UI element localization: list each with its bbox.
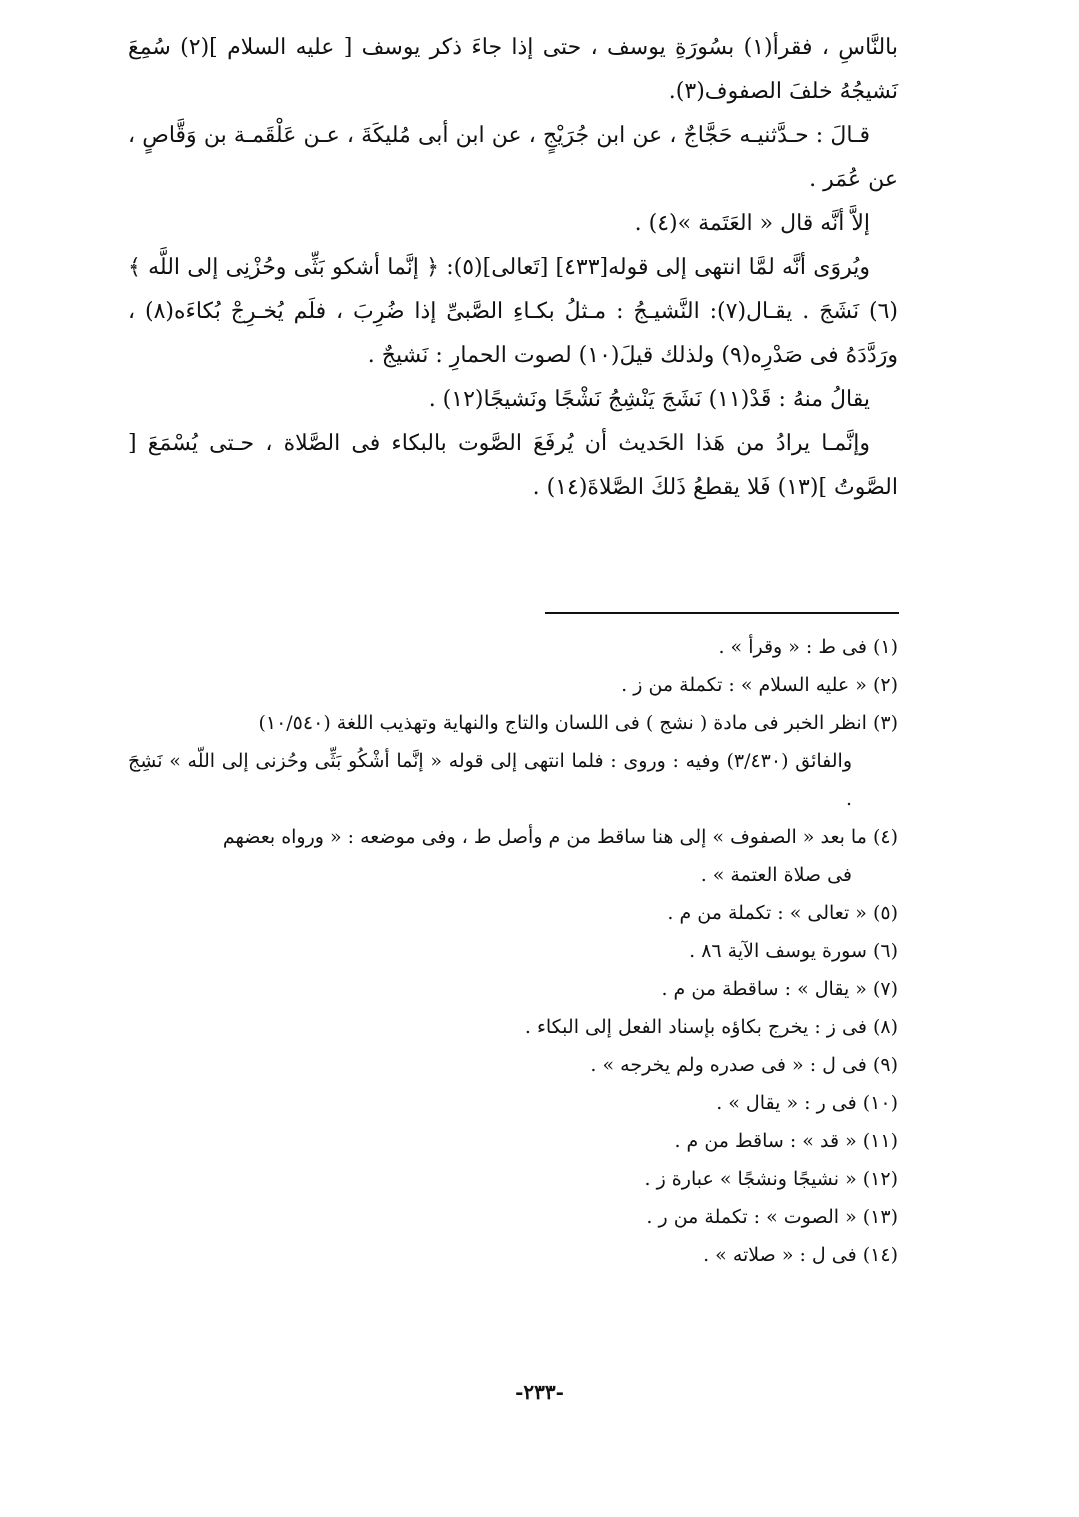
footnote-text: (١٣) « الصوت » : تكملة من ر . (646, 1206, 898, 1228)
footnote-item (128, 1122, 898, 1160)
footnote-item (128, 1084, 898, 1122)
footnote-item (128, 628, 898, 666)
paragraph-3: إلاَّ أنَّه قال « العَتَمة »(٤) . (634, 211, 870, 236)
footnote-text: (٣) انظر الخبر فى مادة ( نشج ) فى اللسان والتاج والنهاية وتهذيب اللغة (١٠/٥٤٠) (258, 712, 898, 734)
footnote-item (128, 818, 898, 894)
footnote-item (128, 970, 898, 1008)
page-number: -٢٣٣- (515, 1380, 564, 1404)
paragraph-4: ويُروَى أنَّه لمَّا انتهى إلى قوله[٤٣٣] [تَعالى](٥): ﴿ إنَّما أشكو بَثِّى وحُزْنِى إلى اللَّه ﴾(٦) نَشَجَ . يقـال(٧): النَّشيـجُ : مـثلُ بكـاءِ الصَّبىِّ إذا ضُرِبَ ، فلَم يُخـرِجْ بُكاءَه(٨) ، ورَدَّدَهُ فى صَدْرِه(٩) ولذلك قيلَ(١٠) لصوت الحمارِ : نَشيجٌ . (128, 255, 898, 368)
paragraph-2: قـالَ : حـدَّثنيـه حَجَّاجٌ ، عن ابن جُرَيْجٍ ، عن ابن أبى مُليكَةَ ، عـن عَلْقَمـة بن وَقَّاصٍ ، عن عُمَر . (128, 123, 898, 192)
footnote-item (128, 894, 898, 932)
footnote-separator (545, 612, 899, 614)
footnote-text: (٧) « يقال » : ساقطة من م . (661, 978, 898, 1000)
paragraph-1: بالنَّاسِ ، فقرأ(١) بسُورَةِ يوسف ، حتى إذا جاءَ ذكر يوسف [ عليه السلام ](٢) سُمِعَ نَشيجُهُ خلفَ الصفوف(٣). (128, 35, 898, 104)
footnote-text: (١) فى ط : « وقرأ » . (718, 636, 898, 658)
footnote-item (128, 666, 898, 704)
footnote-text: (٨) فى ز : يخرج بكاؤه بإسناد الفعل إلى البكاء . (524, 1016, 898, 1038)
footnote-text: (٢) « عليه السلام » : تكملة من ز . (621, 674, 898, 696)
footnote-text: (٤) ما بعد « الصفوف » إلى هنا ساقط من م وأصل ط ، وفى موضعه : « ورواه بعضهم (222, 826, 898, 848)
paragraph-5: يقالُ منهُ : قَدْ(١١) نَشَجَ يَنْشِجُ نَشْجًا ونَشيجًا(١٢) . (428, 387, 870, 412)
footnote-item (128, 1198, 898, 1236)
footnote-item (128, 1236, 898, 1274)
footnote-text: (٩) فى ل : « فى صدره ولم يخرجه » . (590, 1054, 898, 1076)
footnote-item (128, 932, 898, 970)
footnote-text: (١٢) « نشيجًا ونشجًا » عبارة ز . (644, 1168, 898, 1190)
footnote-item (128, 1008, 898, 1046)
footnote-text: (١٠) فى ر : « يقال » . (716, 1092, 898, 1114)
footnote-text: (٥) « تعالى » : تكملة من م . (667, 902, 898, 924)
footnote-continuation: فى صلاة العتمة » . (700, 864, 852, 886)
footnote-item (128, 1046, 898, 1084)
footnote-item (128, 704, 898, 818)
footnote-text: (١١) « قد » : ساقط من م . (674, 1130, 898, 1152)
footnote-text: (٦) سورة يوسف الآية ٨٦ . (689, 940, 898, 962)
footnote-item (128, 1160, 898, 1198)
main-text (128, 26, 898, 510)
footnote-text: (١٤) فى ل : « صلاته » . (703, 1244, 898, 1266)
footnote-continuation: والفائق (٣/٤٣٠) وفيه : وروى : فلما انتهى إلى قوله « إنَّما أشْكُو بَثِّى وحُزنى إلى اللّه » نَشِجَ . (128, 750, 852, 810)
paragraph-6: وإنَّمـا يرادُ من هَذا الحَديث أن يُرفَعَ الصَّوت بالبكاء فى الصَّلاة ، حـتى يُسْمَعَ [ الصَّوتُ ](١٣) فَلا يقطعُ ذَلكَ الصَّلاةَ(١٤) . (128, 431, 898, 500)
footnotes-list (128, 628, 898, 1274)
